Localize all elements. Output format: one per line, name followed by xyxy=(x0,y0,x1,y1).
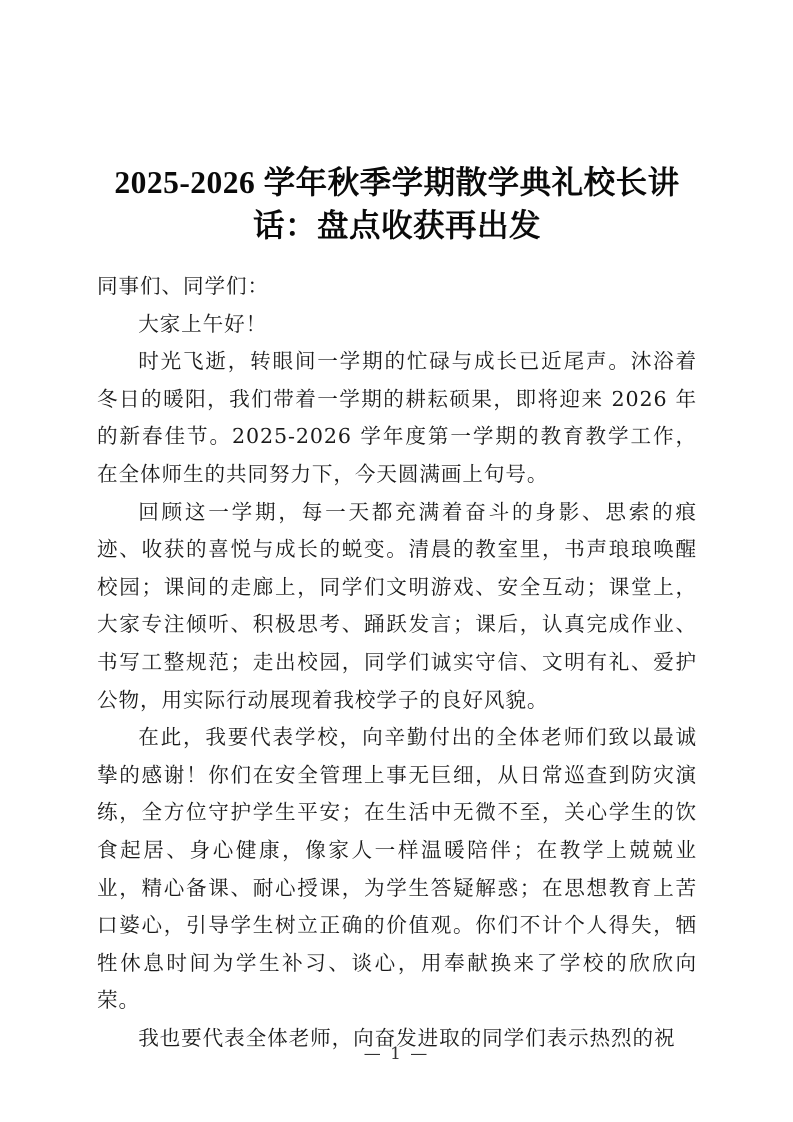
body-paragraph-3: 在此，我要代表学校，向辛勤付出的全体老师们致以最诚挚的感谢！你们在安全管理上事无巨细，从日常巡查到防灾演练，全方位守护学生平安；在生活中无微不至，关心学生的饮食起居、身心健康，像家人一样温暖陪伴；在教学上兢兢业业，精心备课、耐心授课，为学生答疑解惑；在思想教育上苦口婆心，引导学生树立正确的价值观。你们不计个人得失，牺牲休息时间为学生补习、谈心，用奉献换来了学校的欣欣向荣。 xyxy=(97,725,697,1013)
document-body xyxy=(97,268,697,1057)
page-title: 2025-2026 学年秋季学期散学典礼校长讲话：盘点收获再出发 xyxy=(114,165,680,244)
body-paragraph-4: 我也要代表全体老师，向奋发进取的同学们表示热烈的祝 xyxy=(138,1025,676,1050)
body-paragraph-2: 回顾这一学期，每一天都充满着奋斗的身影、思索的痕迹、收获的喜悦与成长的蜕变。清晨的教室里，书声琅琅唤醒校园；课间的走廊上，同学们文明游戏、安全互动；课堂上，大家专注倾听、积极思考、踊跃发言；课后，认真完成作业、书写工整规范；走出校园，同学们诚实守信、文明有礼、爱护公物，用实际行动展现着我校学子的良好风貌。 xyxy=(97,499,697,712)
page-number-footer: — 1 — xyxy=(363,1044,430,1064)
body-paragraph-1: 时光飞逝，转眼间一学期的忙碌与成长已近尾声。沐浴着冬日的暖阳，我们带着一学期的耕耘硕果，即将迎来 2026 年的新春佳节。2025-2026 学年度第一学期的教育教学工作，在全体师生的共同努力下，今天圆满画上句号。 xyxy=(97,349,697,486)
greeting: 大家上午好！ xyxy=(138,311,268,336)
salutation: 同事们、同学们： xyxy=(97,274,269,298)
